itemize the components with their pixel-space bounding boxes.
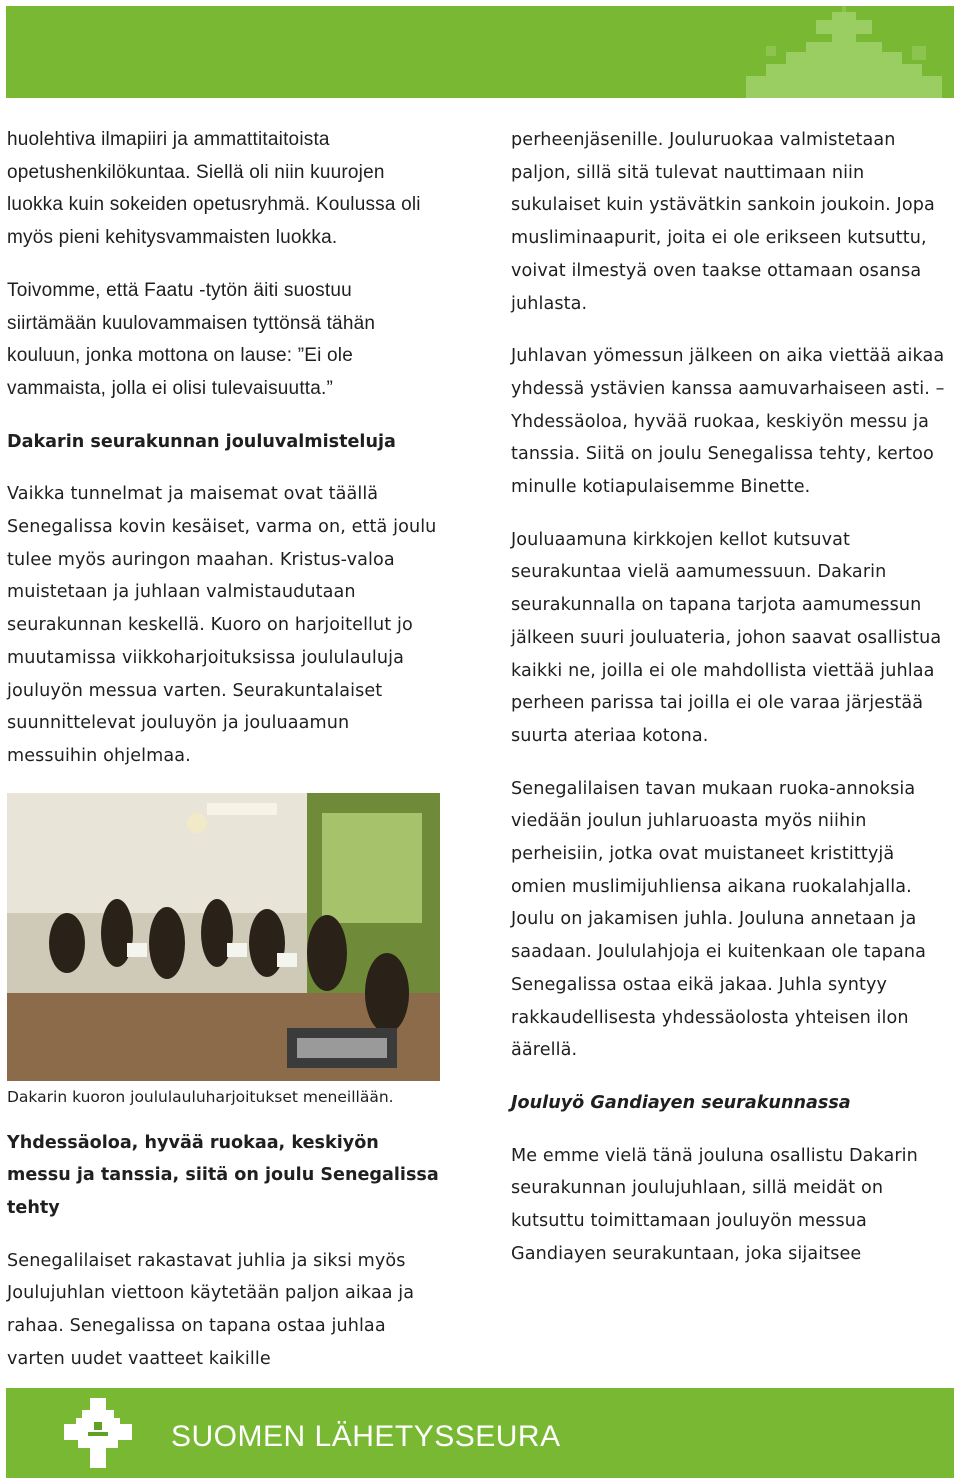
section-heading: Yhdessäoloa, hyvää ruokaa, keskiyön messu ja tanssia, siitä on joulu Senegalissa tehty [7, 1132, 439, 1219]
body-paragraph: Vaikka tunnelmat ja maisemat ovat täällä Senegalissa kovin kesäiset, varma on, että joulu tulee myös auringon maahan. Kristus-valoa muistetaan ja juhlaan valmistaudutaan seurakunnan keskellä. Kuoro on harjoitellut jo muutamissa viikkoharjoituksissa joululauluja jouluyön messua varten. Seurakuntalaiset suunnittelevat jouluyön ja jouluaamun messuihin ohjelmaa. [7, 484, 437, 766]
right-column [511, 124, 951, 1271]
photo-caption: Dakarin kuoron joululauluharjoitukset meneillään. [7, 1087, 394, 1106]
left-column [7, 124, 439, 1376]
body-paragraph: perheenjäsenille. Jouluruokaa valmistetaan paljon, sillä sitä tulevat nauttimaan niin sukulaiset kuin ystävätkin sankoin joukoin. Jopa musliminaapurit, joita ei ole erikseen kutsuttu, voivat ilmestyä oven taakse ottamaan osansa juhlasta. [511, 130, 935, 314]
body-paragraph: Senegalilaiset rakastavat juhlia ja siksi myös Joulujuhlan viettoon käytetään paljon aikaa ja rahaa. Senegalissa on tapana ostaa juhlaa varten uudet vaatteet kaikille [7, 1250, 415, 1369]
cross-pattern-icon [6, 6, 954, 98]
intro-paragraph: Toivomme, että Faatu -tytön äiti suostuu siirtämään kuulovammaisen tyttönsä tähän kouluun, jonka mottona on lause: ”Ei ole vammaista, jolla ei olisi tulevaisuutta.” [7, 279, 376, 399]
choir-photo [7, 793, 440, 1081]
footer-banner [6, 1388, 954, 1478]
section-heading: Dakarin seurakunnan jouluvalmisteluja [7, 431, 396, 452]
body-paragraph: Me emme vielä tänä jouluna osallistu Dakarin seurakunnan joulujuhlaan, sillä meidät on kutsuttu toimittamaan jouluyön messua Gandiayen seurakuntaan, joka sijaitsee [511, 1145, 918, 1264]
intro-paragraph: huolehtiva ilmapiiri ja ammattitaitoista opetushenkilökuntaa. Siellä oli niin kuurojen luokka kuin sokeiden opetusryhmä. Koulussa oli myös pieni kehitysvammaisten luokka. [7, 129, 421, 249]
header-banner [6, 6, 954, 98]
body-paragraph: Senegalilaisen tavan mukaan ruoka-annoksia viedään joulun juhlaruoasta myös niihin perheisiin, jotka ovat muistaneet kristittyjä omien muslimijuhliensa aikana ruokalahjalla. Joulu on jakamisen juhla. Jouluna annetaan ja saadaan. Joululahjoja ei kuitenkaan ole tapana Senegalissa ostaa eikä jakaa. Juhla syntyy rakkaudellisesta yhdessäolosta yhteisen ilon äärellä. [511, 778, 926, 1061]
organization-name: SUOMEN LÄHETYSSEURA [171, 1420, 561, 1453]
section-heading: Jouluyö Gandiayen seurakunnassa [511, 1092, 851, 1113]
body-paragraph: Jouluaamuna kirkkojen kellot kutsuvat seurakuntaa vielä aamumessuun. Dakarin seurakunnalla on tapana tarjota aamumessun jälkeen suuri jouluateria, johon saavat osallistua kaikki ne, joilla ei ole mahdollista viettää juhlaa perheen parissa tai joilla ei ole varaa järjestää suurta ateriaa kotona. [511, 529, 942, 746]
body-paragraph: Juhlavan yömessun jälkeen on aika viettää aikaa yhdessä ystävien kanssa aamuvarhaiseen asti. – Yhdessäoloa, hyvää ruokaa, keskiyön messu ja tanssia. Siitä on joulu Senegalissa tehty, kertoo minulle kotiapulaisemme Binette. [511, 346, 945, 498]
